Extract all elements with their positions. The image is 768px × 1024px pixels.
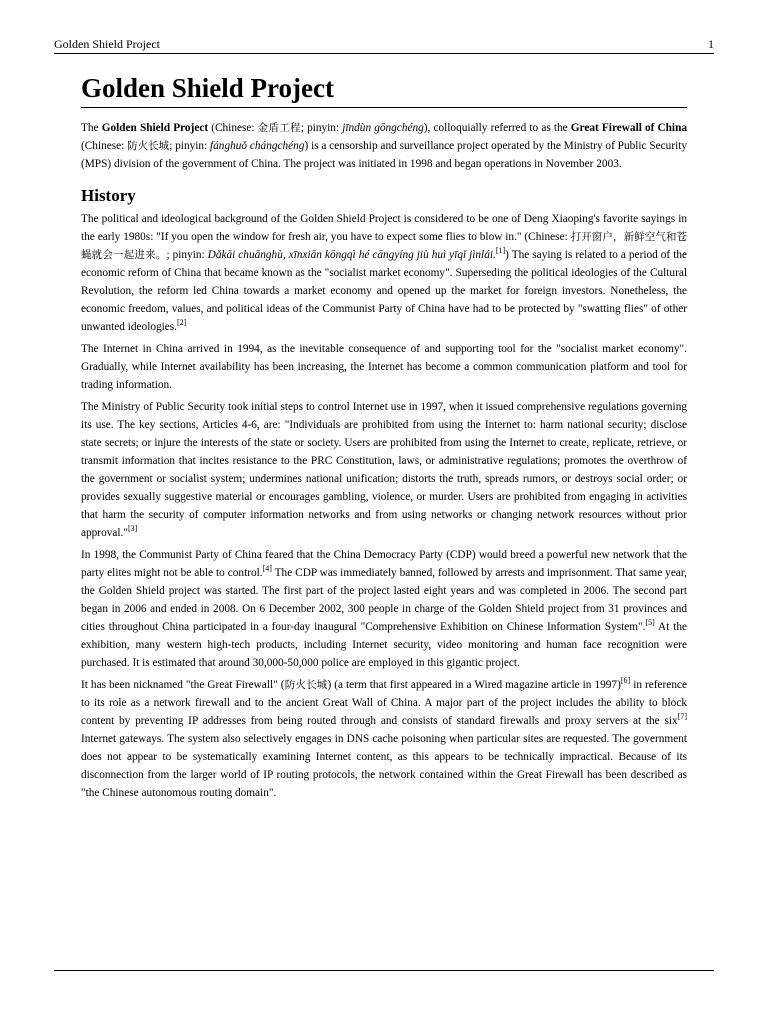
paragraph-text: ) (a term that first appeared in a Wired magazine article in 1997) <box>327 679 621 691</box>
citation-ref[interactable]: [4] <box>262 564 272 574</box>
history-paragraph-3 <box>81 398 687 542</box>
history-paragraph-4 <box>81 546 687 672</box>
paragraph-text: In 1998, the Communist Party of China feared that the China Democracy Party (CDP) would breed a powerful new network that the party elites might not be able to control. <box>81 549 687 579</box>
running-header <box>54 36 714 52</box>
intro-text: ; pinyin: <box>300 122 343 134</box>
history-paragraph-1 <box>81 210 687 336</box>
intro-text: ; pinyin: <box>169 140 211 152</box>
citation-ref[interactable]: [7] <box>677 712 687 722</box>
article-body <box>81 70 687 806</box>
paragraph-text: The political and ideological background of the Golden Shield Project is considered to be one of Deng Xiaoping's favorite sayings in the early 1980s: "If you open the window for fresh air, you have to expect some flies to blow in." (Chinese: <box>81 213 687 243</box>
paragraph-text: ) The saying is related to a period of the economic reform of China that became known as the "socialist market economy". Superseding the political ideologies of the Cultural Revolution, the reform led China towards a market economy and opened up the market for foreign investors. Nonetheless, the economic freedom, values, and political ideas of the Communist Party of China have had to be protected by "swatting flies" of other unwanted ideologies. <box>81 249 687 333</box>
paragraph-text: At the exhibition, many western high-tech products, including Internet security, video monitoring and human face recognition were purchased. It is estimated that around 30,000-50,000 police are employed in this gigantic project. <box>81 621 687 669</box>
paragraph-text: ; pinyin: <box>166 249 208 261</box>
intro-term-great-firewall: Great Firewall of China <box>570 122 688 134</box>
intro-pinyin-2: fánghuǒ chángchéng <box>210 140 305 152</box>
intro-paragraph <box>81 119 687 173</box>
header-rule <box>54 53 714 54</box>
paragraph-text: in reference to its role as a network firewall and to the ancient Great Wall of China. A major part of the project includes the ability to block content by preventing IP addresses from being routed through and consists of standard firewalls and proxy servers at the six <box>81 679 687 727</box>
citation-ref[interactable]: [2] <box>177 318 187 328</box>
page-title: Golden Shield Project <box>81 70 687 108</box>
history-paragraph-5 <box>81 676 687 802</box>
citation-ref[interactable]: [3] <box>127 524 138 534</box>
intro-text: (Chinese: <box>208 122 258 134</box>
footer-rule <box>54 970 714 971</box>
pinyin-quote: Dǎkāi chuānghù, xīnxiān kōngqì hé cāngyíng jiù huì yīqǐ jìnlái. <box>207 249 496 261</box>
citation-ref[interactable]: [1] <box>495 246 506 256</box>
paragraph-text: It has been nicknamed "the Great Firewall" ( <box>81 679 285 691</box>
intro-pinyin: jīndùn gōngchéng <box>342 122 424 134</box>
paragraph-text: The Ministry of Public Security took initial steps to control Internet use in 1997, when it issued comprehensive regulations governing its use. The key sections, Articles 4-6, are: "Individuals are prohibited from using the Internet to: harm national security; disclose state secrets; or injure the interests of the state or society. Users are prohibited from using the Internet to create, replicate, retrieve, or transmit information that incites resistance to the PRC Constitution, laws, or administrative regulations; promotes the overthrow of the government or socialist system; undermines national unification; distorts the truth, spreads rumors, or destroys social order; or provides sexually suggestive material or encourages gambling, violence, or murder. Users are prohibited from engaging in activities that harm the security of computer information networks and from using networks or changing network resources without prior approval." <box>81 401 687 539</box>
intro-chinese-name-2: 防火长城 <box>127 140 170 152</box>
intro-chinese-name: 金盾工程 <box>257 122 301 134</box>
citation-ref[interactable]: [6] <box>620 676 631 686</box>
section-heading-history: History <box>81 186 136 205</box>
intro-text: ) is a censorship and surveillance project operated by the Ministry of Public Security (MPS) division of the government of China. The project was initiated in 1998 and began operations in November 2003. <box>81 140 688 170</box>
citation-ref[interactable]: [5] <box>645 618 655 628</box>
page-number: 1 <box>708 37 714 51</box>
paragraph-text: Internet gateways. The system also selectively engages in DNS cache poisoning when particular sites are requested. The government does not appear to be systematically examining Internet content, as this appears to be technically impractical. Because of its disconnection from the larger world of IP routing protocols, the network contained within the Great Firewall has been described as "the Chinese autonomous routing domain". <box>81 733 687 799</box>
intro-term-golden-shield: Golden Shield Project <box>101 122 209 134</box>
intro-text: The <box>81 122 102 134</box>
intro-text: ), colloquially referred to as the <box>423 122 571 134</box>
intro-text: (Chinese: <box>81 140 128 152</box>
chinese-term: 防火长城 <box>284 679 328 691</box>
paragraph-text: The CDP was immediately banned, followed by arrests and imprisonment. That same year, the Golden Shield project was started. The first part of the project lasted eight years and was completed in 2006. The second part began in 2006 and ended in 2008. On 6 December 2002, 300 people in charge of the Golden Shield project from 31 provinces and cities throughout China participated in a four-day inaugural "Comprehensive Exhibition on Chinese Information System". <box>81 567 687 633</box>
history-paragraph-2: The Internet in China arrived in 1994, as the inevitable consequence of and supporting tool for the "socialist market economy". Gradually, while Internet availability has been increasing, the Internet has become a common communication platform and tool for trading information. <box>81 343 687 391</box>
chinese-quote: 打开窗户，新鲜空气和苍蝇就会一起进来。 <box>81 231 687 261</box>
running-header-title: Golden Shield Project <box>54 37 160 51</box>
